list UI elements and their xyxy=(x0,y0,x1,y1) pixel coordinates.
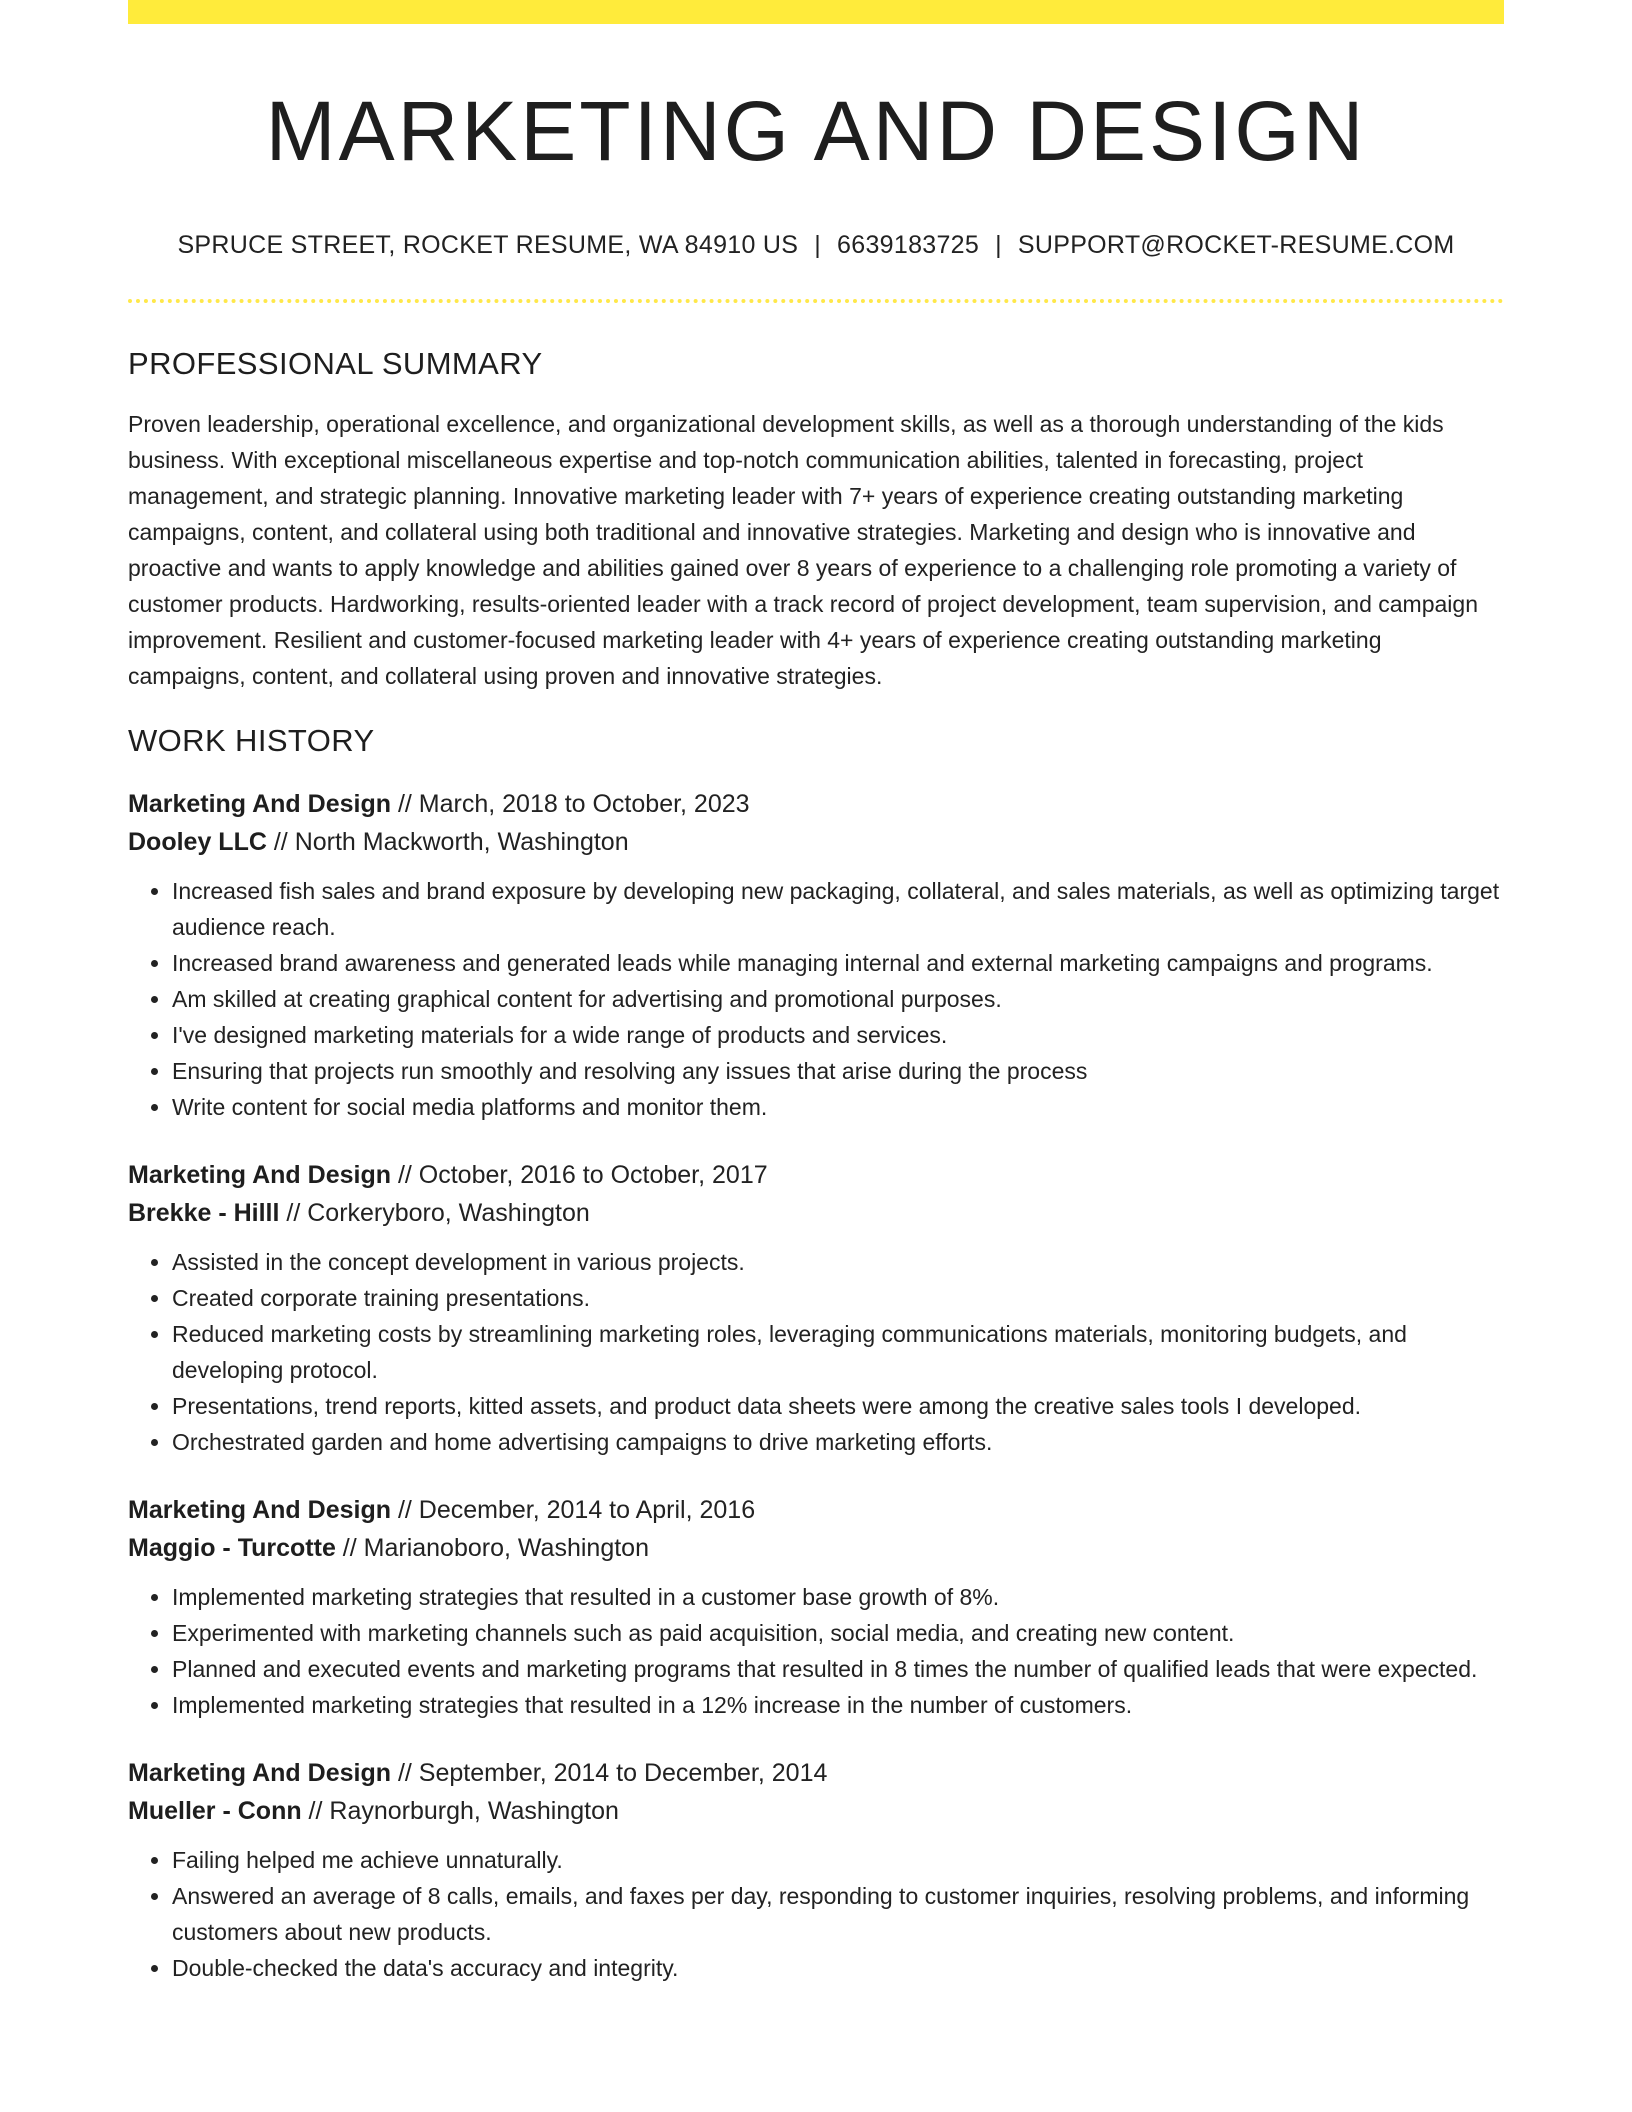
job-title-line xyxy=(128,1754,1504,1792)
job-company: Maggio - Turcotte xyxy=(128,1534,336,1562)
contact-email[interactable]: SUPPORT@ROCKET-RESUME.COM xyxy=(1017,231,1455,259)
job-role: Marketing And Design xyxy=(128,1496,391,1524)
job-role: Marketing And Design xyxy=(128,790,391,818)
list-item: • Created corporate training presentations. xyxy=(172,1280,1504,1316)
list-item: • Am skilled at creating graphical content for advertising and promotional purposes. xyxy=(172,981,1504,1017)
job-bullets xyxy=(128,1842,1504,1986)
job-company-line xyxy=(128,823,1504,861)
list-item: • Implemented marketing strategies that resulted in a customer base growth of 8%. xyxy=(172,1579,1504,1615)
resume-page xyxy=(128,0,1504,1986)
job-company-line xyxy=(128,1194,1504,1232)
job-company-line xyxy=(128,1792,1504,1830)
job-dates: // December, 2014 to April, 2016 xyxy=(391,1496,756,1524)
job-company: Brekke - Hilll xyxy=(128,1199,280,1227)
job-entry xyxy=(128,1156,1504,1460)
job-bullets xyxy=(128,873,1504,1125)
job-title-line xyxy=(128,1156,1504,1194)
job-bullets xyxy=(128,1244,1504,1460)
job-dates: // October, 2016 to October, 2017 xyxy=(391,1161,768,1189)
summary-text: Proven leadership, operational excellence, and organizational development skills, as well as a thorough understanding of the kids business. With exceptional miscellaneous expertise and top-notch communication abilities, talented in forecasting, project management, and strategic planning. Innovative marketing leader with 7+ years of experience creating outstanding marketing campaigns, content, and collateral using both traditional and innovative strategies. Marketing and design who is innovative and proactive and wants to apply knowledge and abilities gained over 8 years of experience to a challenging role promoting a variety of customer products. Hardworking, results-oriented leader with a track record of project development, team supervision, and campaign improvement. Resilient and customer-focused marketing leader with 4+ years of experience creating outstanding marketing campaigns, content, and collateral using proven and innovative strategies. xyxy=(128,411,1478,689)
dotted-divider xyxy=(128,299,1504,303)
list-item: • Write content for social media platforms and monitor them. xyxy=(172,1089,1504,1125)
work-history-heading: WORK HISTORY xyxy=(128,723,375,758)
list-item: • Increased fish sales and brand exposure by developing new packaging, collateral, and sales materials, as well as optimizing target audience reach. xyxy=(172,873,1504,945)
job-location: // Marianoboro, Washington xyxy=(335,1534,649,1562)
contact-phone: 6639183725 xyxy=(837,231,980,259)
list-item: • Reduced marketing costs by streamlining marketing roles, leveraging communications materials, monitoring budgets, and developing protocol. xyxy=(172,1316,1504,1388)
job-bullets xyxy=(128,1579,1504,1723)
list-item: • Increased brand awareness and generated leads while managing internal and external marketing campaigns and programs. xyxy=(172,945,1504,981)
job-location: // North Mackworth, Washington xyxy=(266,828,629,856)
job-location: // Raynorburgh, Washington xyxy=(301,1797,619,1825)
job-dates: // March, 2018 to October, 2023 xyxy=(391,790,750,818)
resume-name: MARKETING AND DESIGN xyxy=(265,84,1367,178)
job-dates: // September, 2014 to December, 2014 xyxy=(391,1759,828,1787)
list-item: • Ensuring that projects run smoothly and resolving any issues that arise during the process xyxy=(172,1053,1504,1089)
list-item: • Assisted in the concept development in various projects. xyxy=(172,1244,1504,1280)
job-title-line xyxy=(128,1491,1504,1529)
contact-line xyxy=(128,228,1504,262)
job-company: Mueller - Conn xyxy=(128,1797,302,1825)
list-item: • Orchestrated garden and home advertising campaigns to drive marketing efforts. xyxy=(172,1424,1504,1460)
list-item: • Failing helped me achieve unnaturally. xyxy=(172,1842,1504,1878)
job-entry xyxy=(128,785,1504,1125)
list-item: • Double-checked the data's accuracy and integrity. xyxy=(172,1950,1504,1986)
list-item: • Presentations, trend reports, kitted assets, and product data sheets were among the creative sales tools I developed. xyxy=(172,1388,1504,1424)
contact-separator: | xyxy=(995,231,1002,259)
contact-address: SPRUCE STREET, ROCKET RESUME, WA 84910 US xyxy=(177,231,799,259)
job-role: Marketing And Design xyxy=(128,1759,391,1787)
list-item: • Experimented with marketing channels such as paid acquisition, social media, and creating new content. xyxy=(172,1615,1504,1651)
accent-top-bar xyxy=(128,0,1504,24)
list-item: • I've designed marketing materials for a wide range of products and services. xyxy=(172,1017,1504,1053)
list-item: • Planned and executed events and marketing programs that resulted in 8 times the number of qualified leads that were expected. xyxy=(172,1651,1504,1687)
job-title-line xyxy=(128,785,1504,823)
list-item: • Answered an average of 8 calls, emails, and faxes per day, responding to customer inquiries, resolving problems, and informing customers about new products. xyxy=(172,1878,1504,1950)
job-entry xyxy=(128,1754,1504,1986)
summary-heading: PROFESSIONAL SUMMARY xyxy=(128,346,543,381)
job-company-line xyxy=(128,1529,1504,1567)
contact-separator: | xyxy=(814,231,822,259)
job-company: Dooley LLC xyxy=(128,828,267,856)
job-entry xyxy=(128,1491,1504,1723)
job-role: Marketing And Design xyxy=(128,1161,391,1189)
list-item: • Implemented marketing strategies that resulted in a 12% increase in the number of customers. xyxy=(172,1687,1504,1723)
job-location: // Corkeryboro, Washington xyxy=(279,1199,590,1227)
